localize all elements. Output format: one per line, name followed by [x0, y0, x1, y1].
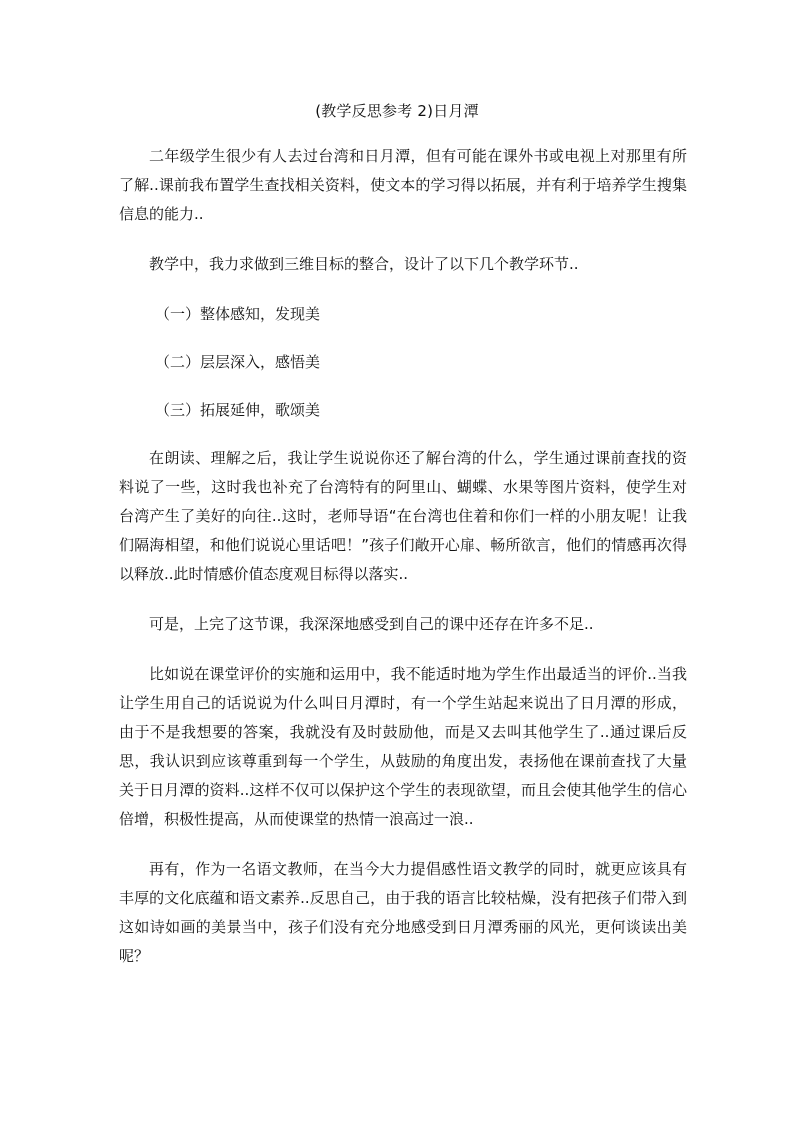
paragraph-teaching-design: 教学中，我力求做到三维目标的整合，设计了以下几个教学环节..	[149, 255, 579, 273]
paragraph-language-teacher: 再有，作为一名语文教师，在当今大力提倡感性语文教学的同时，就更应该具有丰厚的文化底蕴和语文素养..反思自己，由于我的语言比较枯燥，没有把孩子们带入到这如诗如画的美景当中，孩子们没有充分地感受到日月潭秀丽的风光，更何谈读出美呢？	[119, 860, 687, 965]
paragraph-classroom-evaluation: 比如说在课堂评价的实施和运用中，我不能适时地为学生作出最适当的评价..当我让学生用自己的话说说为什么叫日月潭时，有一个学生站起来说出了日月潭的形成，由于不是我想要的答案，我就没有及时鼓励他，而是又去叫其他学生了..通过课后反思，我认识到应该尊重到每一个学生，从鼓励的角度出发，表扬他在课前查找了大量关于日月潭的资料..这样不仅可以保护这个学生的表现欲望，而且会使其他学生的信心倍增，积极性提高，从而使课堂的热情一浪高过一浪..	[119, 665, 687, 828]
paragraph-shortcomings: 可是，上完了这节课，我深深地感受到自己的课中还存在许多不足..	[149, 615, 594, 633]
paragraph-intro: 二年级学生很少有人去过台湾和日月潭，但有可能在课外书或电视上对那里有所了解..课前我布置学生查找相关资料，使文本的学习得以拓展，并有利于培养学生搜集信息的能力..	[119, 147, 687, 223]
paragraph-reading-understanding: 在朗读、理解之后，我让学生说说你还了解台湾的什么，学生通过课前查找的资料说了一些，这时我也补充了台湾特有的阿里山、蝴蝶、水果等图片资料，使学生对台湾产生了美好的向往..这时，老师导语“在台湾也住着和你们一样的小朋友呢！让我们隔海相望，和他们说说心里话吧！”孩子们敞开心扉、畅所欲言，他们的情感再次得以释放..此时情感价值态度观目标得以落实..	[119, 449, 687, 583]
document-title: (教学反思参考 2)日月潭	[315, 102, 479, 120]
document-body	[119, 142, 687, 992]
step-item-1: （一）整体感知，发现美	[155, 305, 321, 323]
step-item-3: （三）拓展延伸，歌颂美	[155, 401, 321, 419]
step-item-2: （二）层层深入，感悟美	[155, 353, 321, 371]
